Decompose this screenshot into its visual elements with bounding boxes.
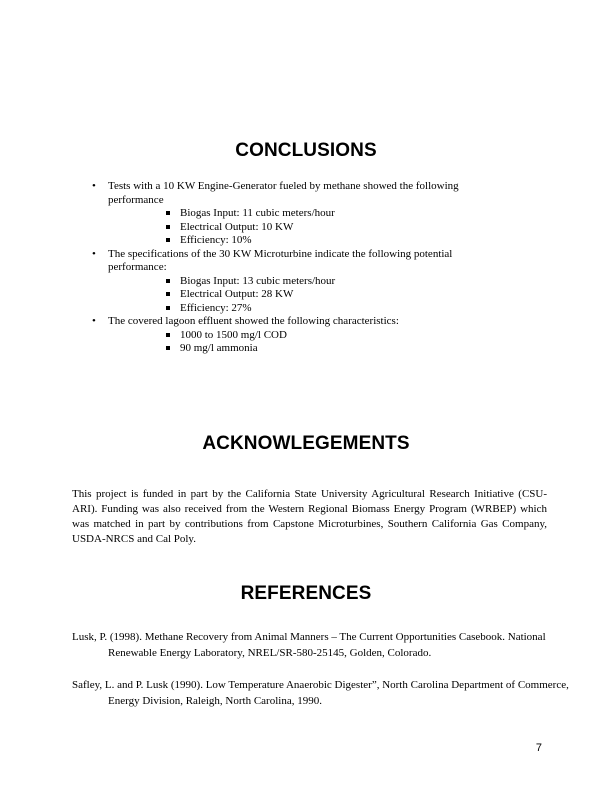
conclusion-subitem-text: Efficiency: 27%	[180, 301, 252, 314]
conclusion-subitem-text: Biogas Input: 11 cubic meters/hour	[180, 207, 335, 219]
reference-entry: Safley, L. and P. Lusk (1990). Low Temperature Anaerobic Digester”, North Carolina Department of Commerce, Energy Division, Raleigh, North Carolina, 1990.	[72, 679, 569, 707]
square-bullet-icon	[166, 292, 170, 296]
page-number: 7	[535, 742, 542, 754]
bullet-icon: •	[92, 315, 96, 327]
references-heading: REFERENCES	[240, 583, 372, 604]
acknowledgements-heading: ACKNOWLEGEMENTS	[202, 433, 410, 454]
conclusion-subitem	[164, 342, 512, 356]
reference-entry: Lusk, P. (1998). Methane Recovery from Animal Manners – The Current Opportunities Casebook. National Renewable Energy Laboratory, NREL/SR-580-25145, Golden, Colorado.	[72, 631, 546, 659]
conclusion-subitem-text: Biogas Input: 13 cubic meters/hour	[180, 274, 336, 287]
bullet-icon: •	[92, 247, 96, 260]
conclusion-subitem-text: Electrical Output: 10 KW	[180, 220, 294, 233]
conclusions-list	[92, 180, 512, 356]
conclusion-item	[92, 315, 512, 356]
conclusion-subitem-text: Electrical Output: 28 KW	[180, 288, 294, 300]
conclusion-item	[92, 180, 512, 248]
conclusion-subitem-text: 90 mg/l ammonia	[180, 342, 258, 354]
square-bullet-icon	[166, 279, 170, 283]
conclusion-subitem	[164, 329, 512, 343]
conclusion-text: The specifications of the 30 KW Microturbine indicate the following potential performance:	[108, 247, 453, 273]
conclusion-subitem	[164, 221, 512, 235]
square-bullet-icon	[166, 306, 170, 310]
conclusion-subitem	[164, 302, 512, 316]
square-bullet-icon	[166, 346, 170, 350]
conclusion-sublist	[108, 329, 512, 356]
conclusion-subitem	[164, 288, 512, 302]
conclusion-subitem-text: 1000 to 1500 mg/l COD	[180, 328, 287, 341]
bullet-icon: •	[92, 180, 96, 192]
square-bullet-icon	[166, 211, 170, 215]
square-bullet-icon	[166, 333, 170, 337]
conclusion-subitem	[164, 207, 512, 221]
conclusion-item	[92, 248, 512, 316]
square-bullet-icon	[166, 225, 170, 229]
conclusion-subitem-text: Efficiency: 10%	[180, 234, 252, 246]
conclusions-heading: CONCLUSIONS	[235, 140, 377, 161]
square-bullet-icon	[166, 238, 170, 242]
acknowledgements-paragraph: This project is funded in part by the California State University Agricultural Research Initiative (CSU-ARI). Funding was also received from the Western Regional Biomass Energy Program (WRBEP) which was matched in part by contributions from Capstone Microturbines, Southern California Gas Company, USDA-NRCS and Cal Poly.	[72, 488, 547, 545]
conclusion-text: Tests with a 10 KW Engine-Generator fueled by methane showed the following performance	[108, 180, 459, 206]
conclusion-sublist	[108, 275, 512, 316]
conclusion-subitem	[164, 234, 512, 248]
conclusion-sublist	[108, 207, 512, 248]
conclusion-text: The covered lagoon effluent showed the following characteristics:	[108, 315, 399, 327]
conclusion-subitem	[164, 275, 512, 289]
